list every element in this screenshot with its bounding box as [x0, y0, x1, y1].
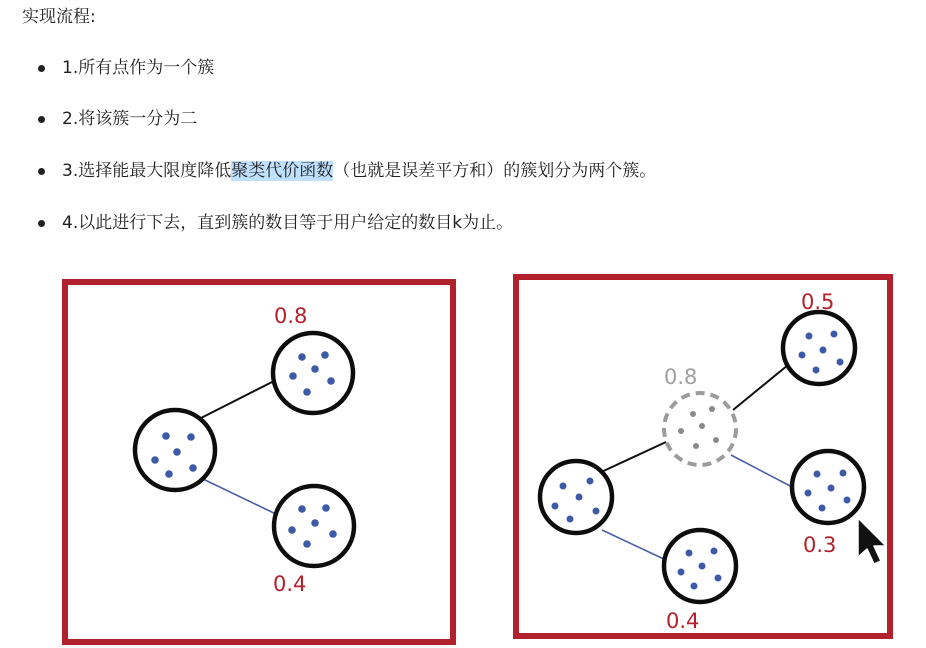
- step-3-highlighted-text[interactable]: 聚类代价函数: [231, 161, 334, 181]
- cluster-parent-dashed: [664, 393, 736, 465]
- page-heading: 实现流程:: [22, 7, 96, 27]
- left-label-bottom: 0.4: [273, 572, 307, 596]
- edge-left-bottom: [602, 530, 668, 561]
- edge-parent-top: [733, 365, 788, 410]
- step-3-text-post: （也就是误差平方和）的簇划分为两个簇。: [333, 161, 657, 181]
- step-1-text: 1.所有点作为一个簇: [62, 58, 215, 78]
- left-label-top: 0.8: [274, 304, 308, 328]
- right-label-top: 0.5: [801, 290, 835, 314]
- cluster-top: [783, 312, 855, 384]
- step-2-text: 2.将该簇一分为二: [62, 109, 198, 129]
- right-label-bottom: 0.4: [666, 609, 700, 633]
- right-diagram: [540, 290, 886, 633]
- step-3-text-pre: 3.选择能最大限度降低: [62, 161, 232, 181]
- right-label-parent: 0.8: [664, 365, 698, 389]
- cluster-mid: [792, 451, 864, 523]
- mouse-pointer-icon: [858, 518, 886, 564]
- edge-parent-mid: [731, 455, 794, 488]
- step-4-text: 4.以此进行下去，直到簇的数目等于用户给定的数目k为止。: [62, 213, 514, 233]
- right-label-mid: 0.3: [803, 533, 837, 557]
- edge-parent-left: [597, 442, 666, 474]
- cluster-left: [540, 461, 612, 533]
- cluster-bottom: [664, 530, 736, 602]
